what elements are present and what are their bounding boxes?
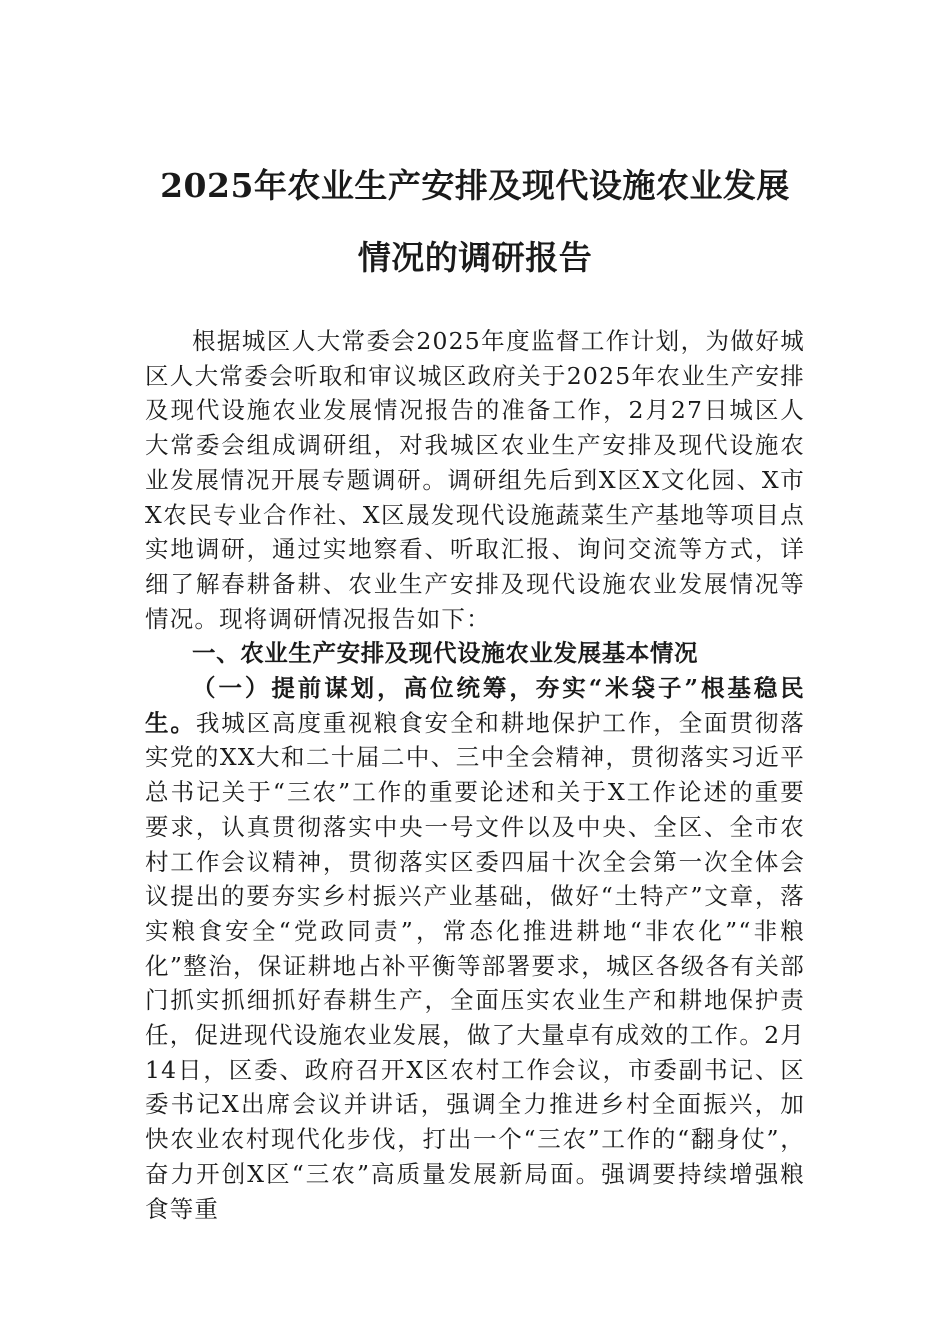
intro-paragraph: 根据城区人大常委会2025年度监督工作计划，为做好城区人大常委会听取和审议城区政府关于2025年农业生产安排及现代设施农业发展情况报告的准备工作，2月27日城区人大常委会组成调研组，对我城区农业生产安排及现代设施农业发展情况开展专题调研。调研组先后到X区X文化园、X市X农民专业合作社、X区晟发现代设施蔬菜生产基地等项目点实地调研，通过实地察看、听取汇报、询问交流等方式，详细了解春耕备耕、农业生产安排及现代设施农业发展情况等情况。现将调研情况报告如下： bbox=[145, 327, 805, 633]
title-line-1: 2025年农业生产安排及现代设施农业发展 bbox=[160, 166, 790, 205]
subsection-body-1: 我城区高度重视粮食安全和耕地保护工作，全面贯彻落实党的XX大和二十届二中、三中全会精神，贯彻落实习近平总书记关于“三农”工作的重要论述和关于X工作论述的重要要求，认真贯彻落实中央一号文件以及中央、全区、全市农村工作会议精神，贯彻落实区委四届十次全会第一次全体会议提出的要夯实乡村振兴产业基础，做好“土特产”文章，落实粮食安全“党政同责”，常态化推进耕地“非农化”“非粮化”整治，保证耕地占补平衡等部署要求，城区各级各有关部门抓实抓细抓好春耕生产，全面压实农业生产和耕地保护责任，促进现代设施农业发展，做了大量卓有成效的工作。2月14日，区委、政府召开X区农村工作会议，市委副书记、区委书记X出席会议并讲话，强调全力推进乡村全面振兴，加快农业农村现代化步伐，打出一个“三农”工作的“翻身仗”，奋力开创X区“三农”高质量发展新局面。强调要持续增强粮食等重 bbox=[145, 708, 805, 1223]
subsection-paragraph-1 bbox=[145, 671, 805, 1226]
document-title bbox=[100, 150, 850, 294]
title-line-2: 情况的调研报告 bbox=[357, 238, 593, 277]
section-heading-1: 一、农业生产安排及现代设施农业发展基本情况 bbox=[192, 639, 699, 668]
document-body bbox=[145, 324, 805, 1226]
subsection-heading-1: （一）提前谋划，高位统筹，夯实“米袋子”根基稳民生。 bbox=[145, 674, 805, 737]
